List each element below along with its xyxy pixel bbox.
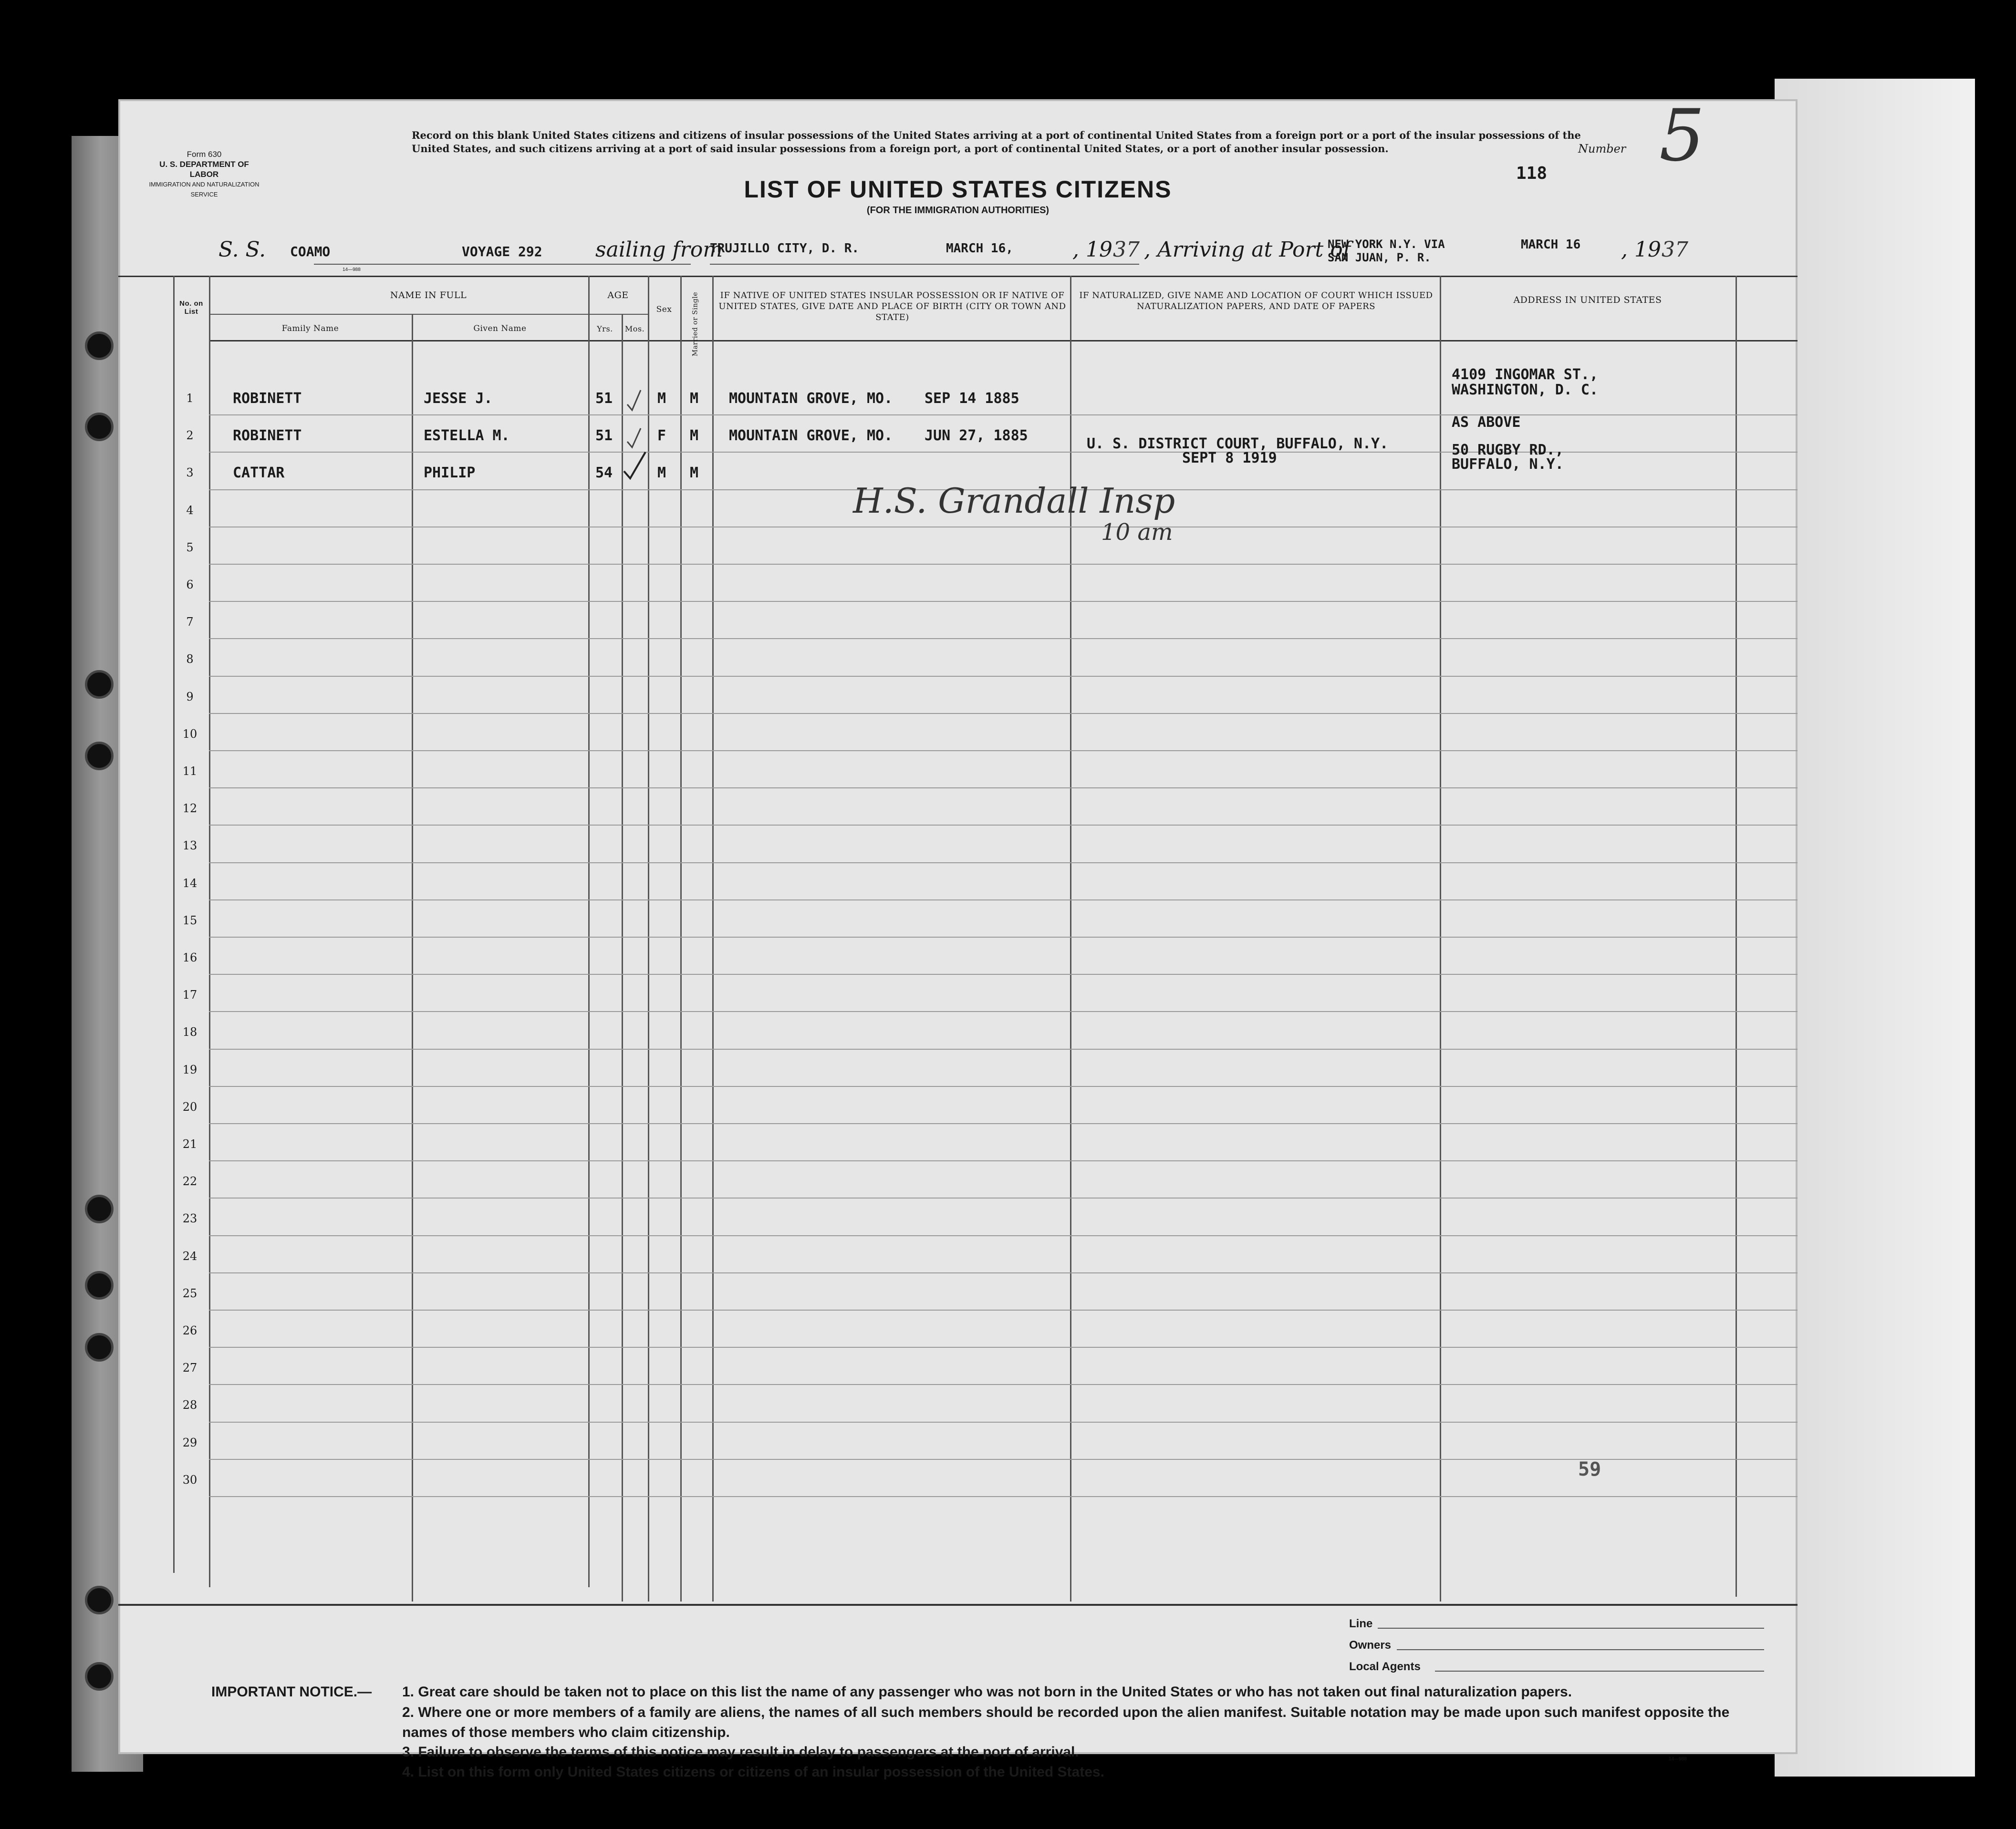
line-field [1378,1628,1764,1629]
row-number: 30 [182,1473,197,1487]
header-bottom-border [209,340,1798,341]
row-rule [209,899,1798,900]
row-number: 29 [182,1436,197,1449]
marital-status: M [690,427,699,444]
birth-place: MOUNTAIN GROVE, MO. [729,390,893,407]
row-rule [209,1422,1798,1423]
family-name: ROBINETT [233,427,302,444]
row-rule [209,1272,1798,1273]
column-rule [712,276,714,1602]
row-number: 27 [182,1361,197,1375]
arrival-port-line1: NEW YORK N.Y. VIA [1328,238,1445,251]
row-rule [209,1310,1798,1311]
arrival-year: 37 [1662,238,1688,262]
given-name: ESTELLA M. [424,427,510,444]
row-number: 25 [182,1286,197,1300]
header-subrule [209,314,648,315]
check-mark [627,390,641,410]
row-number: 24 [182,1249,197,1263]
row-number: 28 [182,1398,197,1412]
ss-label: S. S. [218,238,266,262]
binder-hole [85,1662,114,1691]
local-agents-label: Local Agents [1349,1660,1421,1673]
page-count: 59 [1578,1458,1601,1480]
voyage-number: VOYAGE 292 [462,244,542,259]
sex: M [657,465,666,481]
sex: F [657,427,666,444]
header-family-name: Family Name [281,324,339,333]
column-rule [1070,276,1071,1602]
row-rule [209,564,1798,565]
owners-label: Owners [1349,1639,1392,1652]
row-rule [209,862,1798,863]
column-rule [173,276,175,1573]
arrival-date: MARCH 16 [1521,238,1581,252]
row-number: 10 [182,727,197,741]
header-years: Yrs. [597,324,613,333]
check-mark [627,428,641,447]
address-line1: 4109 INGOMAR ST., [1452,366,1599,383]
departure-date: MARCH 16, [946,241,1013,256]
form-title: LIST OF UNITED STATES CITIZENS [744,176,1172,203]
header-age: AGE [607,290,629,300]
notice-item-2: 2. Where one or more members of a family are aliens, the names of all such members should be recorded upon the alien manifest. Suitable notation may be made upon such manifest opposite the names of those members who claim citizenship. [402,1705,1730,1740]
row-rule [209,1235,1798,1236]
row-number: 11 [182,765,197,778]
header-birth-place: IF NATIVE OF UNITED STATES INSULAR POSSESSION OR IF NATIVE OF UNITED STATES, GIVE DATE AND PLACE OF BIRTH (CITY OR TOWN AND STATE) [718,290,1066,322]
row-number: 15 [182,913,197,927]
row-number: 23 [182,1212,197,1226]
row-number: 6 [186,578,194,591]
row-number: 14 [182,876,197,890]
departure-port: TRUJILLO CITY, D. R. [710,241,860,256]
row-number: 17 [182,988,197,1002]
row-rule [209,1198,1798,1199]
list-number: 118 [1516,164,1548,183]
given-name: PHILIP [424,465,476,481]
age-years: 51 [595,390,613,407]
address-line1: 50 RUGBY RD., [1452,442,1564,458]
adjacent-page-edge [1775,79,1975,1777]
header-given-name: Given Name [473,324,527,333]
row-number: 26 [182,1324,197,1337]
binder-hole [85,742,114,770]
year-prefix: , 19 [1621,238,1661,262]
row-rule [209,713,1798,714]
row-number: 21 [182,1137,197,1151]
form-number: Form 630 [187,150,222,159]
underline [314,264,691,265]
row-number: 8 [186,652,194,666]
form-subtitle: (FOR THE IMMIGRATION AUTHORITIES) [866,205,1050,216]
header-sex: Sex [656,305,672,314]
age-years: 54 [595,465,613,481]
birth-date: SEP 14 1885 [925,390,1019,407]
row-rule [209,414,1798,415]
row-rule [209,825,1798,826]
inspector-signature: H.S. Grandall Insp [853,481,1175,521]
row-rule [209,1384,1798,1385]
row-number: 7 [186,615,194,629]
row-number: 13 [182,839,197,853]
binder-hole [85,1271,114,1300]
year-prefix: , 19 [1072,238,1112,262]
local-agents-field [1435,1671,1764,1672]
row-number: 5 [186,540,194,554]
birth-place: MOUNTAIN GROVE, MO. [729,427,893,444]
family-name: ROBINETT [233,390,302,407]
sex: M [657,390,666,407]
row-number: 9 [186,690,194,703]
form-instructions: Record on this blank United States citizens and citizens of insular possessions of the United States arriving at a port of continental United States from a foreign port or a port of the insular possessions of the United States, and such citizens arriving at a port of said insular possessions from a foreign port, a port of continental United States, or a port of another insular possession. [412,129,1581,155]
address-line2: WASHINGTON, D. C. [1452,382,1599,398]
row-number: 20 [182,1100,197,1114]
row-rule [209,1496,1798,1497]
sailing-label: sailing from [595,238,723,262]
row-rule [209,1011,1798,1012]
notice-heading: IMPORTANT NOTICE.— [211,1684,372,1700]
row-rule [209,937,1798,938]
manifest-number: 5 [1659,94,1705,177]
header-months: Mos. [624,324,645,333]
row-number: 12 [182,802,197,816]
marital-status: M [690,465,699,481]
column-rule [588,276,590,1587]
header-naturalization: IF NATURALIZED, GIVE NAME AND LOCATION OF COURT WHICH ISSUED NATURALIZATION PAPERS, AND DATE OF PAPERS [1079,290,1433,311]
row-number: 22 [182,1175,197,1188]
inspection-time: 10 am [1101,519,1173,546]
column-rule [680,276,682,1602]
age-years: 51 [595,427,613,444]
given-name: JESSE J. [424,390,493,407]
column-rule [1735,276,1737,1597]
family-name: CATTAR [233,465,285,481]
row-rule [209,1459,1798,1460]
row-rule [209,1086,1798,1087]
corner-code: 14—988 [1669,1757,1687,1762]
number-label: Number [1578,142,1626,155]
row-rule [209,1160,1798,1161]
table-bottom-border [118,1604,1798,1606]
header-no-on-list: No. on List [179,300,203,316]
birth-date: JUN 27, 1885 [925,427,1028,444]
column-rule [209,276,210,1587]
binder-hole [85,670,114,699]
arrival-port-line2: SAN JUAN, P. R. [1328,251,1431,264]
address-line1: AS ABOVE [1452,414,1521,431]
naturalization-court: U. S. DISTRICT COURT, BUFFALO, N.Y. [1087,435,1389,452]
row-number: 19 [182,1063,197,1076]
column-rule [1440,276,1441,1602]
departure-year: 37 [1113,238,1140,262]
row-rule [209,601,1798,602]
underline [710,264,1139,265]
row-rule [209,638,1798,639]
line-label: Line [1349,1617,1373,1630]
marital-status: M [690,390,699,407]
binder-hole [85,1195,114,1223]
row-number: 16 [182,951,197,964]
header-name-in-full: NAME IN FULL [390,290,467,300]
row-rule [209,1049,1798,1050]
owners-field [1397,1649,1764,1650]
column-rule [412,314,413,1602]
notice-item-1: 1. Great care should be taken not to place on this list the name of any passenger who was not born in the United States or who has not taken out final naturalization papers. [402,1684,1572,1700]
binder-hole [85,331,114,360]
ship-name: COAMO [290,244,331,259]
header-married-single: Married or Single [691,291,699,357]
column-rule [622,314,623,1602]
print-code: 14—988 [343,267,361,272]
notice-item-4: 4. List on this form only United States citizens or citizens of an insular possession of the United States. [402,1764,1104,1780]
row-number: 1 [186,392,194,405]
row-number: 2 [186,429,194,443]
table-top-border [118,276,1798,277]
row-rule [209,750,1798,751]
row-rule [209,1347,1798,1348]
header-address: ADDRESS IN UNITED STATES [1513,295,1662,305]
arriving-label: , Arriving at Port of [1144,238,1351,262]
row-rule [209,676,1798,677]
row-number: 18 [182,1025,197,1039]
row-rule [209,1123,1798,1124]
row-rule [209,787,1798,788]
binder-hole [85,1333,114,1362]
manifest-sheet [118,94,1798,1780]
row-number: 3 [186,466,194,480]
notice-item-3: 3. Failure to observe the terms of this notice may result in delay to passengers at the port of arrival. [402,1744,1079,1760]
check-marks [622,381,655,486]
binder-hole [85,1586,114,1614]
naturalization-date: SEPT 8 1919 [1182,450,1277,466]
service-name: IMMIGRATION AND NATURALIZATION SERVICE [149,181,260,198]
address-line2: BUFFALO, N.Y. [1452,456,1564,473]
binder-hole [85,413,114,441]
row-rule [209,974,1798,975]
department-name: U. S. DEPARTMENT OF LABOR [159,160,249,179]
check-mark [624,452,645,478]
row-number: 4 [186,503,194,517]
